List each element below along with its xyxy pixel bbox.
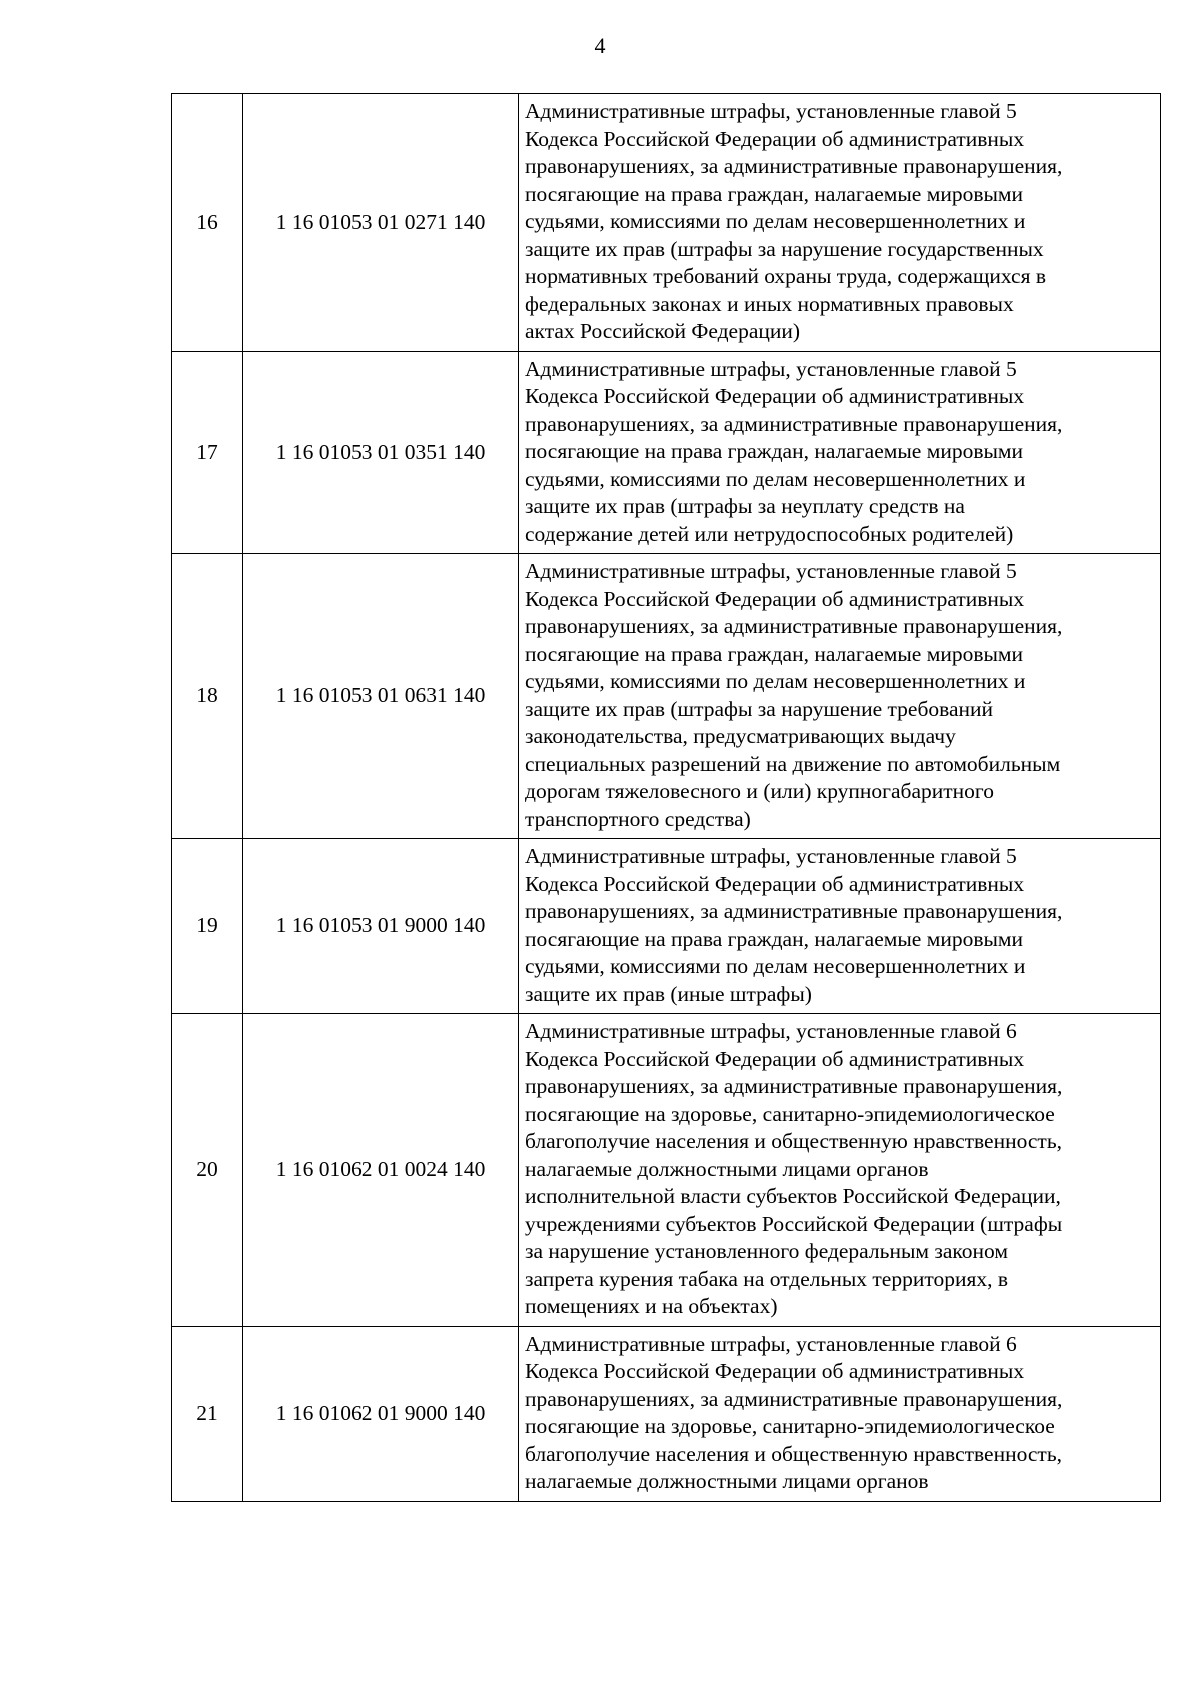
row-number-cell: 17 (172, 351, 243, 554)
description-line: правонарушениях, за административные правонарушения, (525, 411, 1063, 436)
description-line: посягающие на здоровье, санитарно-эпидемиологическое (525, 1414, 1055, 1438)
description-line: защите их прав (иные штрафы) (525, 981, 812, 1006)
description-line: исполнительной власти субъектов Российской Федерации, (525, 1184, 1061, 1208)
table-row (172, 94, 1161, 352)
budget-code-cell: 1 16 01053 01 0271 140 (243, 94, 519, 352)
description-line: нормативных требований охраны труда, содержащихся в (525, 264, 1046, 288)
description-line: правонарушениях, за административные правонарушения, (525, 1074, 1063, 1098)
description-line: содержание детей или нетрудоспособных родителей) (525, 521, 1014, 546)
description-line: посягающие на права граждан, налагаемые мировыми (525, 439, 1024, 463)
description-line: защите их прав (штрафы за нарушение государственных (525, 236, 1044, 261)
description-line: судьями, комиссиями по делам несовершеннолетних и (525, 209, 1026, 233)
description-line: посягающие на права граждан, налагаемые мировыми (525, 641, 1024, 666)
description-line: налагаемые должностными лицами органов (525, 1156, 929, 1181)
description-line: учреждениями субъектов Российской Федерации (штрафы (525, 1211, 1063, 1236)
description-line: защите их прав (штрафы за неуплату средств на (525, 494, 965, 518)
description-line: Кодекса Российской Федерации об административных (525, 1046, 1025, 1071)
description-line: посягающие на права граждан, налагаемые мировыми (525, 181, 1024, 206)
description-line: посягающие на здоровье, санитарно-эпидемиологическое (525, 1101, 1055, 1126)
page-number: 4 (594, 33, 606, 58)
budget-code-cell: 1 16 01062 01 0024 140 (243, 1014, 519, 1327)
description-cell (519, 351, 1161, 554)
description-line: транспортного средства) (525, 806, 751, 831)
description-cell (519, 554, 1161, 839)
description-line: Кодекса Российской Федерации об административных (525, 871, 1025, 896)
budget-code-cell: 1 16 01053 01 9000 140 (243, 839, 519, 1014)
description-line: судьями, комиссиями по делам несовершеннолетних и (525, 669, 1026, 693)
budget-code-cell: 1 16 01053 01 0351 140 (243, 351, 519, 554)
row-number-cell: 16 (172, 94, 243, 352)
budget-code-cell: 1 16 01053 01 0631 140 (243, 554, 519, 839)
table-row (172, 839, 1161, 1014)
description-line: правонарушениях, за административные правонарушения, (525, 614, 1063, 638)
table-row (172, 1326, 1161, 1501)
table-row (172, 351, 1161, 554)
description-line: федеральных законах и иных нормативных правовых (525, 291, 1014, 316)
description-cell (519, 1326, 1161, 1501)
description-cell (519, 839, 1161, 1014)
description-line: Административные штрафы, установленные главой 5 (525, 356, 1017, 381)
description-line: дорогам тяжеловесного и (или) крупногабаритного (525, 779, 994, 803)
description-line: запрета курения табака на отдельных территориях, в (525, 1266, 1009, 1291)
description-line: защите их прав (штрафы за нарушение требований (525, 696, 994, 721)
table-row (172, 554, 1161, 839)
description-line: судьями, комиссиями по делам несовершеннолетних и (525, 466, 1026, 491)
revenue-codes-table (171, 93, 1161, 1502)
row-number-cell: 20 (172, 1014, 243, 1327)
description-line: Кодекса Российской Федерации об административных (525, 1359, 1025, 1383)
description-line: Административные штрафы, установленные главой 5 (525, 844, 1017, 868)
description-line: судьями, комиссиями по делам несовершеннолетних и (525, 954, 1026, 978)
description-cell (519, 1014, 1161, 1327)
description-line: Административные штрафы, установленные главой 5 (525, 99, 1017, 123)
description-line: Кодекса Российской Федерации об административных (525, 384, 1025, 408)
table-body (172, 94, 1161, 1502)
description-line: правонарушениях, за административные правонарушения, (525, 899, 1063, 923)
description-line: посягающие на права граждан, налагаемые мировыми (525, 926, 1024, 951)
row-number-cell: 19 (172, 839, 243, 1014)
description-line: благополучие населения и общественную нравственность, (525, 1441, 1062, 1466)
description-line: за нарушение установленного федеральным законом (525, 1239, 1008, 1263)
description-line: налагаемые должностными лицами органов (525, 1469, 929, 1493)
description-line: Административные штрафы, установленные главой 6 (525, 1331, 1017, 1356)
description-line: правонарушениях, за административные правонарушения, (525, 154, 1063, 178)
row-number-cell: 21 (172, 1326, 243, 1501)
description-line: благополучие населения и общественную нравственность, (525, 1129, 1062, 1153)
description-line: правонарушениях, за административные правонарушения, (525, 1386, 1063, 1411)
description-line: Кодекса Российской Федерации об административных (525, 586, 1025, 611)
description-line: помещениях и на объектах) (525, 1294, 778, 1318)
description-line: Административные штрафы, установленные главой 6 (525, 1019, 1017, 1043)
table-row (172, 1014, 1161, 1327)
description-line: актах Российской Федерации) (525, 319, 801, 343)
description-cell (519, 94, 1161, 352)
budget-code-cell: 1 16 01062 01 9000 140 (243, 1326, 519, 1501)
description-line: специальных разрешений на движение по автомобильным (525, 751, 1061, 776)
description-line: законодательства, предусматривающих выдачу (525, 724, 956, 748)
description-line: Административные штрафы, установленные главой 5 (525, 559, 1017, 583)
description-line: Кодекса Российской Федерации об административных (525, 126, 1025, 151)
row-number-cell: 18 (172, 554, 243, 839)
